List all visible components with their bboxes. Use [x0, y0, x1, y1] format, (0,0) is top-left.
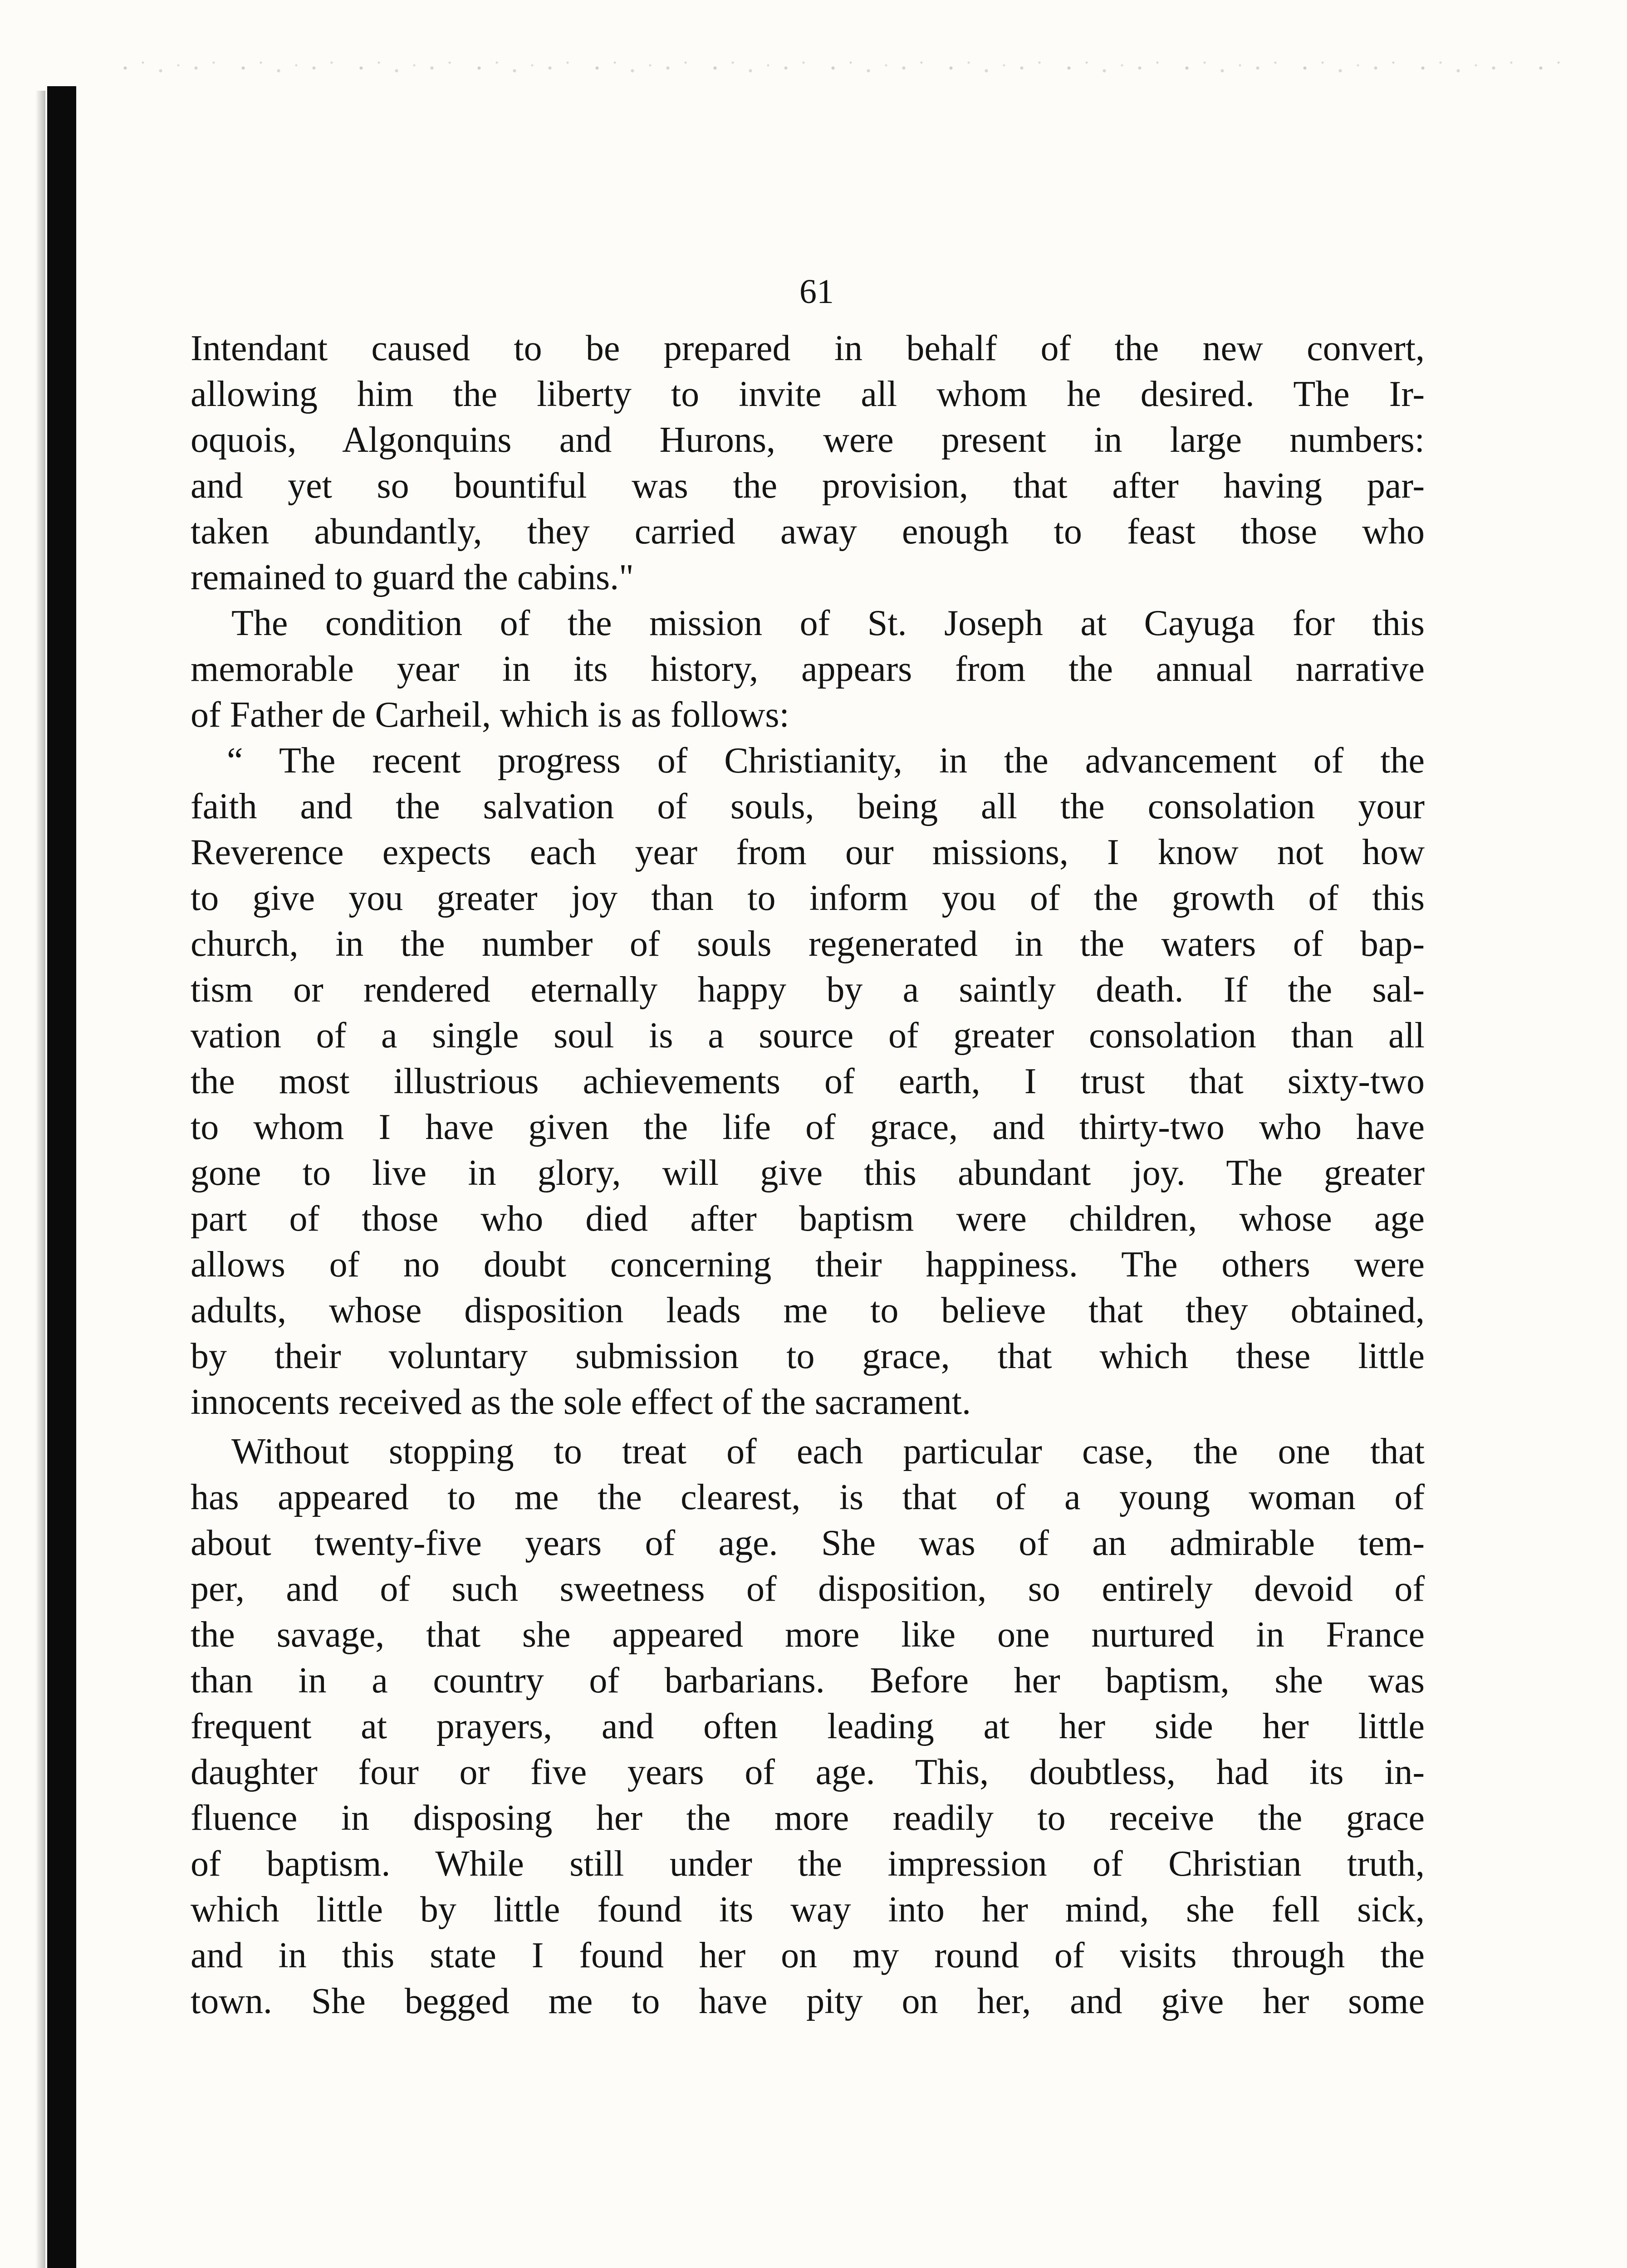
scan-noise-top	[113, 54, 1565, 82]
text-line: of baptism. While still under the impression of Christian truth,	[191, 1844, 1425, 1884]
text-line: which little by little found its way into her mind, she fell sick,	[191, 1890, 1425, 1930]
text-line: Intendant caused to be prepared in behalf of the new convert,	[191, 328, 1425, 368]
text-line: and yet so bountiful was the provision, that after having par-	[191, 466, 1425, 506]
text-line: “ The recent progress of Christianity, in the advancement of the	[227, 741, 1425, 781]
text-line: memorable year in its history, appears from the annual narrative	[191, 649, 1425, 689]
text-line: taken abundantly, they carried away enough to feast those who	[191, 512, 1425, 552]
binding-shadow	[35, 91, 45, 2268]
text-line: faith and the salvation of souls, being all the consolation your	[191, 787, 1425, 826]
text-line: remained to guard the cabins."	[191, 557, 634, 597]
text-line: allowing him the liberty to invite all whom he desired. The Ir-	[191, 374, 1425, 414]
paragraph-young-woman	[191, 1429, 1425, 2024]
paragraph-continuation	[191, 326, 1425, 601]
text-line: daughter four or five years of age. This, doubtless, had its in-	[191, 1752, 1425, 1792]
text-line: per, and of such sweetness of disposition, so entirely devoid of	[191, 1569, 1425, 1609]
text-line: church, in the number of souls regenerated in the waters of bap-	[191, 924, 1425, 964]
text-line: town. She begged me to have pity on her, and give her some	[191, 1981, 1425, 2021]
text-line: frequent at prayers, and often leading at her side her little	[191, 1706, 1425, 1746]
text-line: to give you greater joy than to inform you of the growth of this	[191, 878, 1425, 918]
text-line: gone to live in glory, will give this abundant joy. The greater	[191, 1153, 1425, 1193]
text-line: innocents received as the sole effect of the sacrament.	[191, 1382, 971, 1422]
text-line: vation of a single soul is a source of greater consolation than all	[191, 1016, 1425, 1056]
text-line: the most illustrious achievements of earth, I trust that sixty-two	[191, 1061, 1425, 1101]
text-line: part of those who died after baptism were children, whose age	[191, 1199, 1425, 1239]
text-line: Without stopping to treat of each particular case, the one that	[231, 1432, 1425, 1471]
text-line: allows of no doubt concerning their happiness. The others were	[191, 1245, 1425, 1285]
text-line: of Father de Carheil, which is as follows:	[191, 695, 789, 735]
text-line: has appeared to me the clearest, is that of a young woman of	[191, 1477, 1425, 1517]
paragraph-mission-condition	[191, 601, 1425, 738]
text-line: about twenty-five years of age. She was of an admirable tem-	[191, 1523, 1425, 1563]
binding-edge	[47, 86, 76, 2268]
text-line: by their voluntary submission to grace, that which these little	[191, 1336, 1425, 1376]
text-line: tism or rendered eternally happy by a saintly death. If the sal-	[191, 970, 1425, 1010]
text-line: Reverence expects each year from our missions, I know not how	[191, 832, 1425, 872]
text-line: than in a country of barbarians. Before her baptism, she was	[191, 1661, 1425, 1701]
text-line: adults, whose disposition leads me to believe that they obtained,	[191, 1290, 1425, 1330]
text-line: fluence in disposing her the more readily to receive the grace	[191, 1798, 1425, 1838]
text-line: the savage, that she appeared more like one nurtured in France	[191, 1615, 1425, 1655]
paragraph-carheil-narrative	[191, 738, 1425, 1425]
text-line: and in this state I found her on my round of visits through the	[191, 1936, 1425, 1975]
body-text	[191, 326, 1425, 2024]
text-line: The condition of the mission of St. Joseph at Cayuga for this	[231, 603, 1425, 643]
text-line: to whom I have given the life of grace, and thirty-two who have	[191, 1107, 1425, 1147]
text-line: oquois, Algonquins and Hurons, were present in large numbers:	[191, 420, 1425, 460]
page-number: 61	[799, 273, 834, 311]
